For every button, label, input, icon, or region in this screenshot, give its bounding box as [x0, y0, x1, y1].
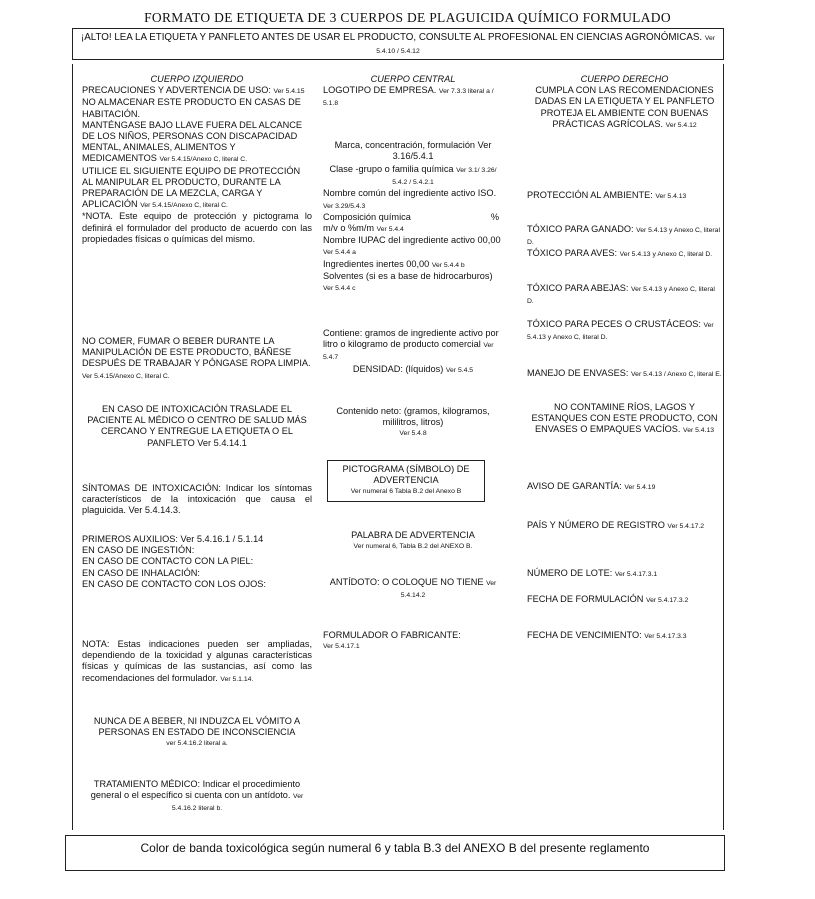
- note-extended: [82, 639, 312, 685]
- country-registry-text: PAÍS Y NÚMERO DE REGISTRO: [527, 520, 665, 530]
- manufacturer-ref: Ver 5.4.17.1: [323, 643, 360, 651]
- toxic-fish-text: TÓXICO PARA PECES O CRUSTÁCEOS:: [527, 319, 701, 329]
- inhalation-line: EN CASO DE INHALACIÓN:: [82, 567, 200, 578]
- toxic-bees-ref: Ver 5.4.13 y Anexo C, literal D.: [527, 286, 715, 306]
- intoxication-block: EN CASO DE INTOXICACIÓN TRASLADE EL PACIENTE AL MÉDICO O CENTRO DE SALUD MÁS CERCANO Y ENTREGUE LA ETIQUETA O EL PANFLETO Ver 5.4.14.1: [87, 404, 307, 448]
- comply-text: CUMPLA CON LAS RECOMENDACIONES DADAS EN LA ETIQUETA Y EL PANFLETO PROTEJA EL AMBIENTE CON BUENAS PRÁCTICAS AGRÍCOLAS.: [534, 85, 715, 129]
- note-equipment: *NOTA. Este equipo de protección y pictograma lo definirá el formulador del producto de acuerdo con las propiedades físicas o químicas del mismo.: [82, 211, 312, 244]
- env-protection-ref: Ver 5.4.13: [655, 193, 687, 200]
- signal-word-block: [323, 530, 503, 552]
- pictogram-text: PICTOGRAMA (SÍMBOLO) DE ADVERTENCIA: [342, 464, 470, 486]
- iupac-ref: Ver 5.4.4 a: [323, 249, 356, 257]
- keep-locked: [82, 120, 312, 166]
- toxic-livestock: [527, 224, 722, 248]
- precautions: [82, 85, 312, 97]
- density-ref: Ver 5.4.5: [445, 366, 474, 374]
- signal-word-ref: Ver numeral 6, Tabla B.2 del ANEXO B.: [353, 543, 473, 551]
- warning-box: [72, 28, 724, 60]
- net-content-ref: Ver 5.4.8: [399, 430, 427, 438]
- no-contaminate-ref: Ver 5.4.13: [683, 427, 715, 435]
- toxic-bees: [527, 283, 722, 307]
- density-line: [323, 364, 503, 376]
- common-name-ref: Ver 3.29/5.4.3: [323, 202, 366, 210]
- mv-line: [323, 223, 503, 235]
- class-text: Clase -grupo o familia química: [329, 164, 454, 174]
- mv-ref: Ver 5.4.4: [376, 226, 404, 234]
- page-title: FORMATO DE ETIQUETA DE 3 CUERPOS DE PLAGUICIDA QUÍMICO FORMULADO: [144, 10, 671, 25]
- skin-contact-line: EN CASO DE CONTACTO CON LA PIEL:: [82, 556, 254, 567]
- logo-text: LOGOTIPO DE EMPRESA.: [323, 85, 437, 96]
- no-store: NO ALMACENAR ESTE PRODUCTO EN CASAS DE HABITACIÓN.: [82, 97, 301, 119]
- comply-ref: Ver 5.4.12: [665, 121, 697, 129]
- toxic-birds-ref: Ver 5.4.13 y Anexo C, literal D.: [619, 251, 713, 258]
- warning-ref: Ver 5.4.10 / 5.4.12: [376, 35, 716, 55]
- note-extended-ref: Ver 5.1.14.: [220, 675, 254, 683]
- env-protection: [527, 190, 722, 202]
- container-handling: [527, 368, 722, 380]
- contains-text: Contiene: gramos de ingrediente activo por litro o kilogramo de producto comercial: [323, 328, 499, 350]
- toxic-birds-text: TÓXICO PARA AVES:: [527, 248, 618, 258]
- brand-block: Marca, concentración, formulación Ver 3.16/5.4.1: [334, 140, 492, 162]
- ingestion-line: EN CASO DE INGESTIÓN:: [82, 545, 195, 556]
- left-heading: CUERPO IZQUIERDO: [150, 74, 244, 84]
- formulation-date-text: FECHA DE FORMULACIÓN: [527, 594, 644, 604]
- net-content-block: [323, 406, 503, 440]
- class-ref: Ver 3.1/ 3.26/ 5.4.2 / 5.4.2.1: [392, 167, 497, 187]
- antidote-text: ANTÍDOTO: O COLOQUE NO TIENE: [329, 577, 484, 587]
- logo-block: [323, 85, 503, 109]
- manufacturer-text: FORMULADOR O FABRICANTE:: [323, 630, 461, 640]
- contains-line: [323, 328, 503, 364]
- density-text: DENSIDAD: (líquidos): [352, 363, 444, 374]
- center-body: [323, 74, 503, 651]
- antidote-ref: Ver 5.4.14.2: [400, 580, 497, 600]
- solvents-line: [323, 271, 503, 294]
- never-drink-ref: ver 5.4.16.2 literal a.: [166, 740, 228, 748]
- contains-ref: Ver 5.4.7: [323, 342, 494, 362]
- use-equipment: [82, 166, 312, 212]
- expiry-date-text: FECHA DE VENCIMIENTO:: [527, 630, 642, 640]
- use-equipment-text: UTILICE EL SIGUIENTE EQUIPO DE PROTECCIÓN AL MANIPULAR EL PRODUCTO, DURANTE LA PREPARACIÓN DE LA MEZCLA, CARGA Y APLICACIÓN: [82, 165, 301, 210]
- tox-band-footer: Color de banda toxicológica según numeral 6 y tabla B.3 del ANEXO B del presente reglamento: [65, 835, 725, 871]
- solvents-text: Solventes (si es a base de hidrocarburos): [323, 270, 493, 281]
- first-aid-block: [82, 534, 312, 590]
- center-heading: CUERPO CENTRAL: [370, 74, 456, 84]
- signal-word-text: PALABRA DE ADVERTENCIA: [351, 530, 475, 540]
- never-drink-block: [82, 716, 312, 750]
- expiry-date: [527, 630, 722, 642]
- solvents-ref: Ver 5.4.4 c: [323, 285, 356, 293]
- precautions-text: PRECAUCIONES Y ADVERTENCIA DE USO:: [82, 85, 271, 96]
- medical-treatment-ref: Ver 5.4.16.2 literal b.: [171, 793, 304, 813]
- left-body: [82, 74, 312, 813]
- medical-treatment-block: [82, 779, 312, 815]
- right-body: [527, 74, 722, 640]
- first-aid-title: PRIMEROS AUXILIOS: Ver 5.4.16.1 / 5.1.14: [82, 534, 264, 544]
- container-handling-text: MANEJO DE ENVASES:: [527, 368, 629, 378]
- env-protection-text: PROTECCIÓN AL AMBIENTE:: [527, 190, 653, 200]
- inerts-line: [323, 259, 503, 271]
- class-line: [323, 164, 503, 188]
- chem-comp-line: [323, 212, 503, 223]
- warranty-text: AVISO DE GARANTÍA:: [527, 481, 622, 491]
- toxic-birds: [527, 248, 722, 260]
- no-eat-block: [82, 336, 312, 382]
- lot-number: [527, 568, 722, 580]
- eye-contact-line: EN CASO DE CONTACTO CON LOS OJOS:: [82, 578, 266, 589]
- keep-locked-ref: Ver 5.4.15/Anexo C, literal C.: [159, 156, 248, 164]
- toxic-livestock-ref: Ver 5.4.13 y Anexo C, literal D.: [527, 227, 720, 247]
- pictogram-ref: Ver numeral 6 Tabla B.2 del Anexo B: [350, 488, 462, 496]
- iupac-line: [323, 235, 503, 258]
- use-equipment-ref: Ver 5.4.15/Anexo C, literal C.: [140, 202, 228, 210]
- note-extended-text: NOTA: Estas indicaciones pueden ser ampliadas, dependiendo de la toxicidad y algunas características físicas y químicas de las sustancias, así como las recomendaciones del formulador.: [82, 639, 312, 683]
- common-name-text: Nombre común del ingrediente activo ISO.: [323, 188, 497, 199]
- container-handling-ref: Ver 5.4.13 / Anexo C, literal E.: [631, 371, 722, 378]
- lot-number-ref: Ver 5.4.17.3.1: [614, 571, 658, 578]
- manufacturer-block: [323, 630, 503, 652]
- composition-block: [323, 164, 503, 294]
- inerts-text: Ingredientes inertes 00,00: [323, 258, 430, 269]
- warranty-ref: Ver 5.4.19: [624, 484, 656, 491]
- contains-block: [323, 328, 503, 376]
- toxic-fish: [527, 319, 722, 343]
- net-content-text: Contenido neto: (gramos, kilogramos, mililitros, litros): [336, 406, 490, 428]
- warranty: [527, 481, 722, 493]
- precautions-ref: Ver 5.4.15: [273, 88, 305, 96]
- toxic-fish-ref: Ver 5.4.13 y Anexo C, literal D.: [527, 322, 714, 342]
- right-heading: CUERPO DERECHO: [580, 74, 669, 84]
- no-contaminate: [527, 402, 722, 437]
- expiry-date-ref: Ver 5.4.17.3.3: [644, 633, 687, 640]
- inerts-ref: Ver 5.4.4 b: [431, 261, 465, 269]
- no-contaminate-text: NO CONTAMINE RÍOS, LAGOS Y ESTANQUES CON ESTE PRODUCTO, CON ENVASES O EMPAQUES VACÍOS.: [531, 402, 718, 435]
- pictogram-box: [327, 460, 485, 502]
- logo-ref: Ver 7.3.3 literal a / 5.1.8: [323, 88, 494, 108]
- formulation-date-ref: Ver 5.4.17.3.2: [645, 597, 689, 604]
- keep-locked-text: MANTÉNGASE BAJO LLAVE FUERA DEL ALCANCE DE LOS NIÑOS, PERSONAS CON DISCAPACIDAD MENTAL, ANIMALES, ALIMENTOS Y MEDICAMENTOS: [82, 119, 303, 164]
- toxic-livestock-text: TÓXICO PARA GANADO:: [527, 224, 634, 234]
- never-drink-text: NUNCA DE A BEBER, NI INDUZCA EL VÓMITO A PERSONAS EN ESTADO DE INCONSCIENCIA: [93, 716, 301, 738]
- country-registry: [527, 520, 722, 532]
- antidote-block: [323, 577, 503, 601]
- no-eat-ref: Ver 5.4.15/Anexo C, literal C.: [82, 372, 170, 380]
- toxic-bees-text: TÓXICO PARA ABEJAS:: [527, 283, 629, 293]
- formulation-date: [527, 594, 722, 606]
- country-registry-ref: Ver 5.4.17.2: [667, 523, 705, 530]
- no-eat-text: NO COMER, FUMAR O BEBER DURANTE LA MANIPULACIÓN DE ESTE PRODUCTO, BÁÑESE DESPUÉS DE TRABAJAR Y PÓNGASE ROPA LIMPIA.: [82, 336, 311, 369]
- iupac-text: Nombre IUPAC del ingrediente activo 00,00: [323, 235, 501, 246]
- warning-text: ¡ALTO! LEA LA ETIQUETA Y PANFLETO ANTES DE USAR EL PRODUCTO, CONSULTE AL PROFESIONAL EN CIENCIAS AGRONÓMICAS.: [80, 32, 703, 43]
- percent-sign: %: [490, 211, 499, 222]
- chem-comp-text: Composición química: [323, 211, 411, 222]
- lot-number-text: NÚMERO DE LOTE:: [527, 568, 613, 578]
- symptoms-block: SÍNTOMAS DE INTOXICACIÓN: Indicar los síntomas característicos de la intoxicación que causa el plaguicida. Ver 5.4.14.3.: [82, 483, 312, 516]
- common-name-line: [323, 188, 503, 211]
- mv-text: m/v o %m/m: [323, 223, 375, 234]
- medical-treatment-text: TRATAMIENTO MÉDICO: Indicar el procedimiento general o el específico si cuenta con un antídoto.: [90, 779, 301, 801]
- comply-block: [527, 85, 722, 131]
